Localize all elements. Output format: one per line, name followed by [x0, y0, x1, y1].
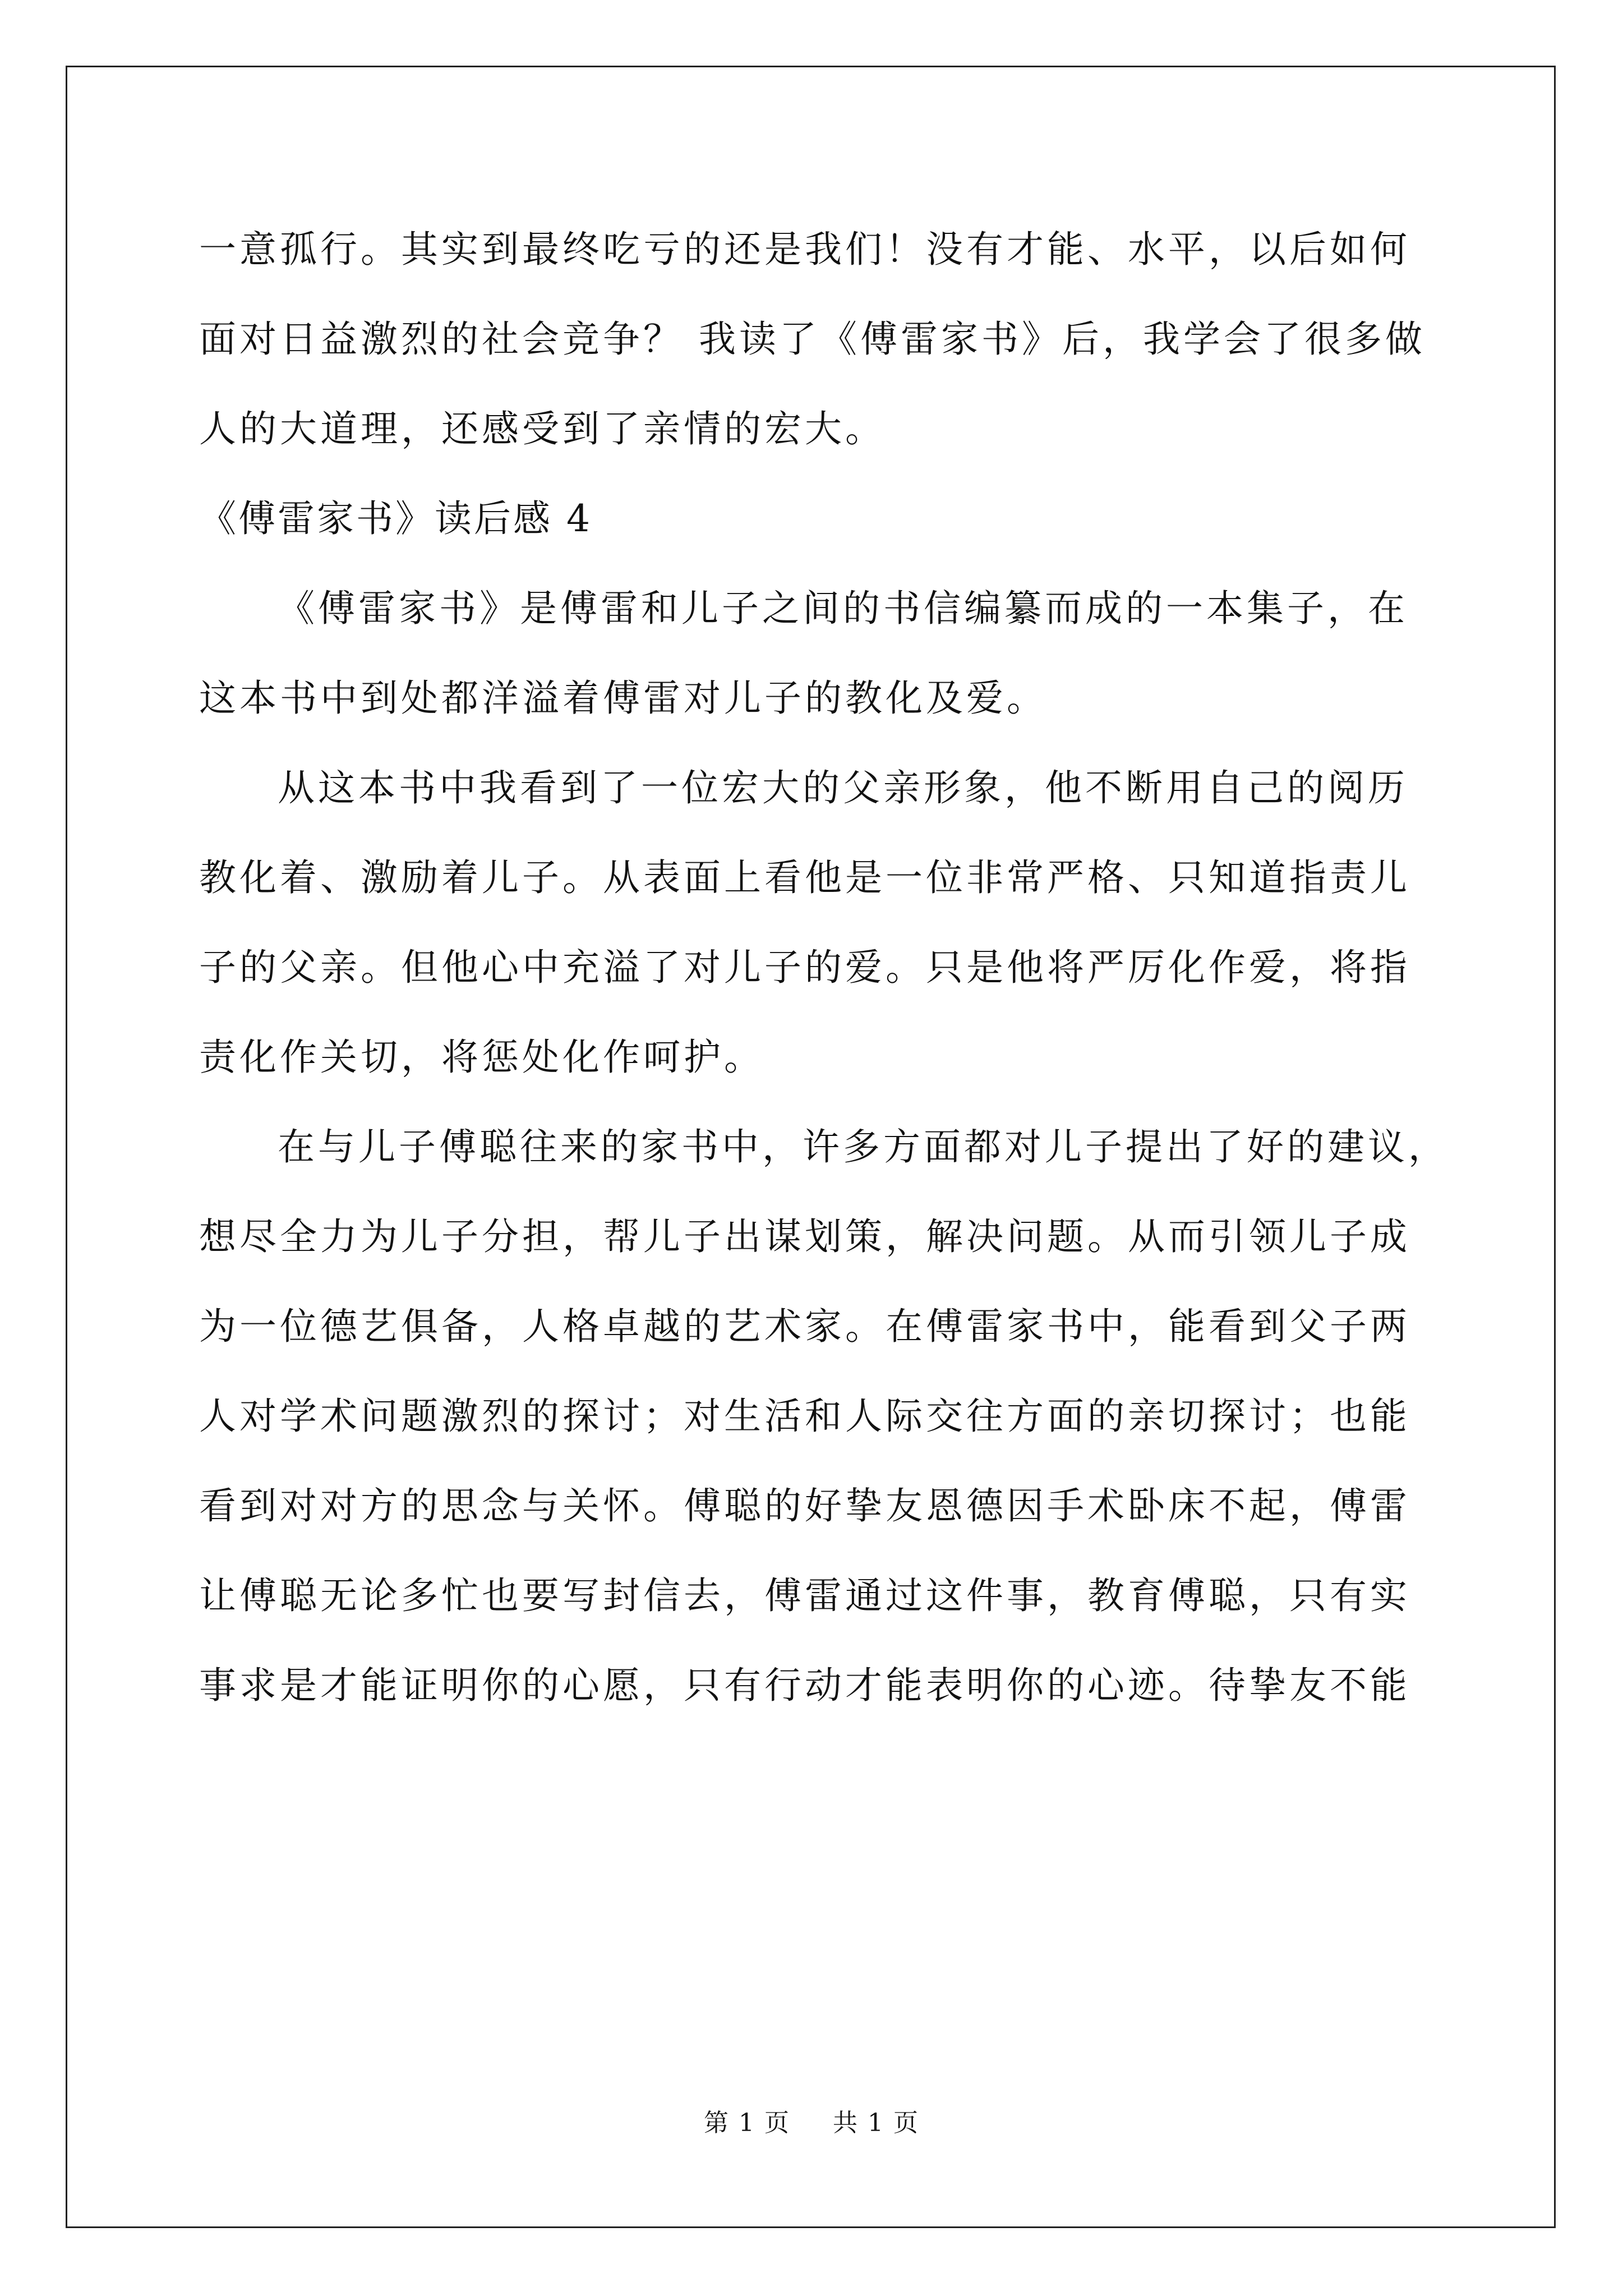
paragraph-line: 教化着、激励着儿子。从表面上看他是一位非常严格、只知道指责儿 [199, 856, 1410, 899]
paragraph-line: 让傅聪无论多忙也要写封信去，傅雷通过这件事，教育傅聪，只有实 [199, 1574, 1410, 1617]
page-total: 共 1 页 [833, 2109, 919, 2137]
paragraph-line: 子的父亲。但他心中充溢了对儿子的爱。只是他将严厉化作爱，将指 [199, 946, 1410, 989]
page-number: 第 1 页 [704, 2109, 790, 2137]
paragraph-line: 在与儿子傅聪往来的家书中，许多方面都对儿子提出了好的建议， [278, 1125, 1449, 1168]
section-heading: 《傅雷家书》读后感 4 [199, 497, 592, 540]
paragraph-line: 为一位德艺俱备，人格卓越的艺术家。在傅雷家书中，能看到父子两 [199, 1305, 1410, 1348]
text-line: 一意孤行。其实到最终吃亏的还是我们！没有才能、水平，以后如何 [199, 228, 1410, 271]
paragraph-line: 《傅雷家书》是傅雷和儿子之间的书信编纂而成的一本集子，在 [278, 587, 1408, 630]
paragraph-line: 事求是才能证明你的心愿，只有行动才能表明你的心迹。待挚友不能 [199, 1664, 1410, 1707]
paragraph-line: 责化作关切，将惩处化作呵护。 [199, 1036, 764, 1079]
page-footer [0, 2102, 1623, 2138]
paragraph-line: 从这本书中我看到了一位宏大的父亲形象，他不断用自己的阅历 [278, 766, 1408, 809]
text-line: 面对日益激烈的社会竞争？ 我读了《傅雷家书》后，我学会了很多做 [199, 318, 1426, 361]
paragraph-line: 这本书中到处都洋溢着傅雷对儿子的教化及爱。 [199, 677, 1047, 720]
paragraph-line: 人对学术问题激烈的探讨；对生活和人际交往方面的亲切探讨；也能 [199, 1395, 1410, 1438]
paragraph-line: 想尽全力为儿子分担，帮儿子出谋划策，解决问题。从而引领儿子成 [199, 1215, 1410, 1258]
text-line: 人的大道理，还感受到了亲情的宏大。 [199, 407, 886, 450]
paragraph-line: 看到对对方的思念与关怀。傅聪的好挚友恩德因手术卧床不起，傅雷 [199, 1484, 1410, 1527]
document-body [199, 216, 1449, 1742]
